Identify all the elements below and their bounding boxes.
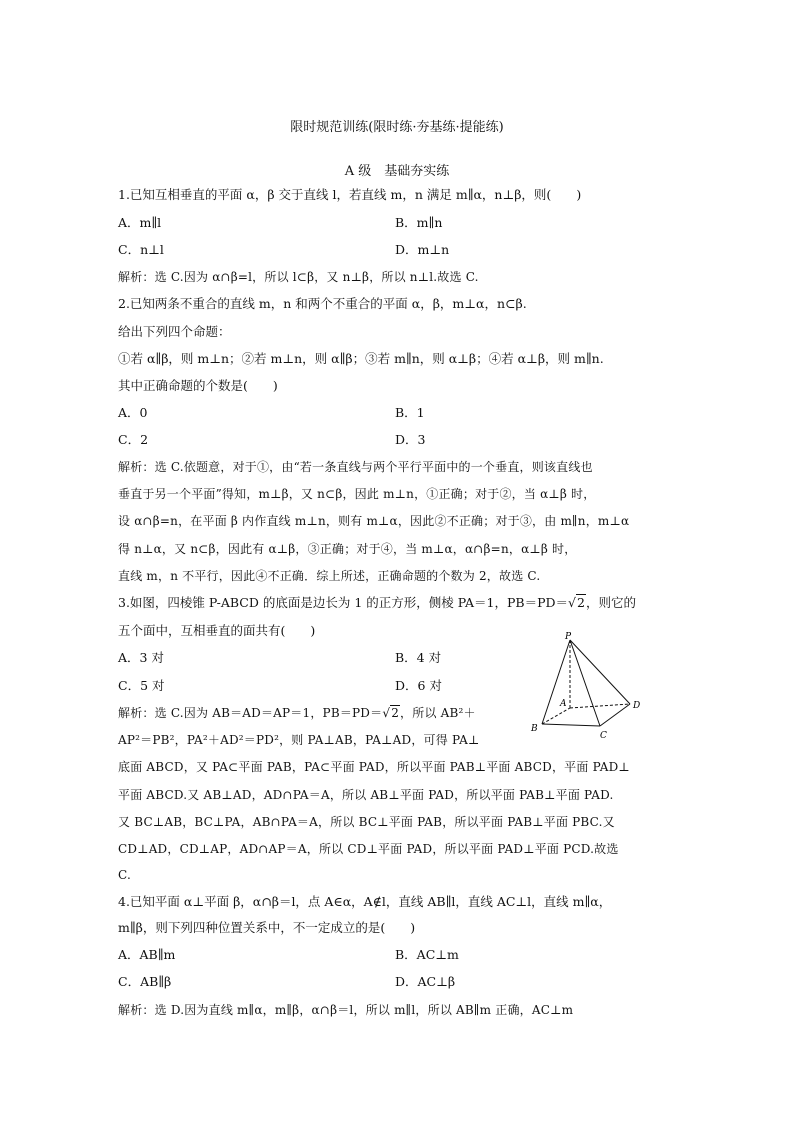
q3-stem xyxy=(118,594,636,612)
sqrt-radicand: 2 xyxy=(576,595,585,610)
q3-option-b: B．4 对 xyxy=(395,650,442,665)
pyramid-figure xyxy=(528,628,648,740)
q2-analysis-line1: 解析：选 C.依题意，对于①，由“若一条直线与两个平行平面中的一个垂直，则该直线也 xyxy=(118,460,593,474)
q2-option-b: B．1 xyxy=(395,405,425,420)
sqrt-symbol: √ xyxy=(568,595,576,610)
q3-option-d: D．6 对 xyxy=(395,678,442,693)
q2-analysis-line3: 设 α∩β=n，在平面 β 内作直线 m⊥n，则有 m⊥α，因此②不正确；对于③，由 m∥n，m⊥α xyxy=(118,514,630,528)
q3-analysis-line3: 底面 ABCD，又 PA⊂平面 PAB，PA⊂平面 PAD，所以平面 PAB⊥平面 ABCD，平面 PAD⊥ xyxy=(118,760,630,774)
q3-analysis-line6: CD⊥AD，CD⊥AP，AD∩AP＝A，所以 CD⊥平面 PAD，所以平面 PAD⊥平面 PCD.故选 xyxy=(118,842,619,856)
sqrt-symbol: √ xyxy=(382,706,391,720)
q4-stem-line2: m∥β，则下列四种位置关系中，不一定成立的是( ) xyxy=(118,920,416,935)
q2-question: 其中正确命题的个数是( ) xyxy=(118,378,278,393)
q4-stem: 4.已知平面 α⊥平面 β，α∩β＝l，点 A∈α，A∉l，直线 AB∥l，直线 AC⊥l，直线 m∥α， xyxy=(118,894,612,909)
vertex-d-label: D xyxy=(633,701,641,711)
q3-analysis-line5: 又 BC⊥AB，BC⊥PA，AB∩PA＝A，所以 BC⊥平面 PAB，所以平面 PAB⊥平面 PBC.又 xyxy=(118,815,615,829)
q3-stem-tail: ，则它的 xyxy=(585,595,636,610)
q4-option-d: D．AC⊥β xyxy=(395,974,456,989)
q3-option-c: C．5 对 xyxy=(118,678,165,693)
q2-analysis-line2: 垂直于另一个平面”得知，m⊥β，又 n⊂β，因此 m⊥n，①正确；对于②，当 α⊥β 时， xyxy=(118,487,596,501)
q4-analysis-line1: 解析：选 D.因为直线 m∥α，m∥β，α∩β＝l，所以 m∥l，所以 AB∥m 正确，AC⊥m xyxy=(118,1003,574,1017)
q3-analysis-line7: C. xyxy=(118,868,131,882)
vertex-b-label: B xyxy=(531,724,538,734)
q4-option-c: C．AB∥β xyxy=(118,974,172,989)
q3-stem-line2: 五个面中，互相垂直的面共有( ) xyxy=(118,623,316,638)
q4-option-b: B．AC⊥m xyxy=(395,947,459,962)
q1-analysis: 解析：选 C.因为 α∩β=l，所以 l⊂β，又 n⊥β，所以 n⊥l.故选 C. xyxy=(118,270,479,284)
sqrt-radicand: 2 xyxy=(391,706,400,720)
section-heading: A 级 基础夯实练 xyxy=(344,164,450,179)
q3-option-a: A．3 对 xyxy=(118,650,164,665)
q3-analysis-line4: 平面 ABCD.又 AB⊥AD，AD∩PA＝A，所以 AB⊥平面 PAD，所以平面 PAB⊥平面 PAD. xyxy=(118,788,614,802)
q3-stem-text: 3.如图，四棱锥 P-ABCD 的底面是边长为 1 的正方形，侧棱 PA＝1，PB＝PD＝ xyxy=(118,595,569,610)
q3-analysis-text-tail: ，所以 AB²＋ xyxy=(400,706,476,720)
q1-option-c: C．n⊥l xyxy=(118,242,164,257)
q2-option-c: C．2 xyxy=(118,432,149,447)
vertex-a-label: A xyxy=(560,699,567,709)
q2-analysis-line5: 直线 m，n 不平行，因此④不正确．综上所述，正确命题的个数为 2，故选 C. xyxy=(118,569,541,583)
q4-option-a: A．AB∥m xyxy=(118,947,176,962)
q2-propositions: ①若 α∥β，则 m⊥n；②若 m⊥n，则 α∥β；③若 m∥n，则 α⊥β；④若 α⊥β，则 m∥n. xyxy=(118,351,604,366)
q3-analysis-line1 xyxy=(118,704,476,722)
q2-stem: 2.已知两条不重合的直线 m，n 和两个不重合的平面 α，β，m⊥α，n⊂β. xyxy=(118,296,527,311)
q2-option-d: D．3 xyxy=(395,432,426,447)
vertex-c-label: C xyxy=(600,731,607,740)
page-title: 限时规范训练(限时练·夯基练·提能练) xyxy=(290,120,504,135)
vertex-p-label: P xyxy=(565,632,572,642)
q2-stem-line2: 给出下列四个命题： xyxy=(118,324,231,339)
q2-option-a: A．0 xyxy=(118,405,148,420)
q3-analysis-line2: AP²＝PB²，PA²＋AD²＝PD²，则 PA⊥AB，PA⊥AD，可得 PA⊥ xyxy=(118,733,480,747)
q1-stem: 1.已知互相垂直的平面 α，β 交于直线 l，若直线 m，n 满足 m∥α，n⊥β，则( ) xyxy=(118,187,582,202)
q1-option-d: D．m⊥n xyxy=(395,242,450,257)
q1-option-b: B．m∥n xyxy=(395,215,443,230)
q1-option-a: A．m∥l xyxy=(118,215,162,230)
q3-analysis-text: 解析：选 C.因为 AB＝AD＝AP＝1，PB＝PD＝ xyxy=(118,706,383,720)
q2-analysis-line4: 得 n⊥α，又 n⊂β，因此有 α⊥β，③正确；对于④，当 m⊥α，α∩β=n，α⊥β 时， xyxy=(118,542,577,556)
